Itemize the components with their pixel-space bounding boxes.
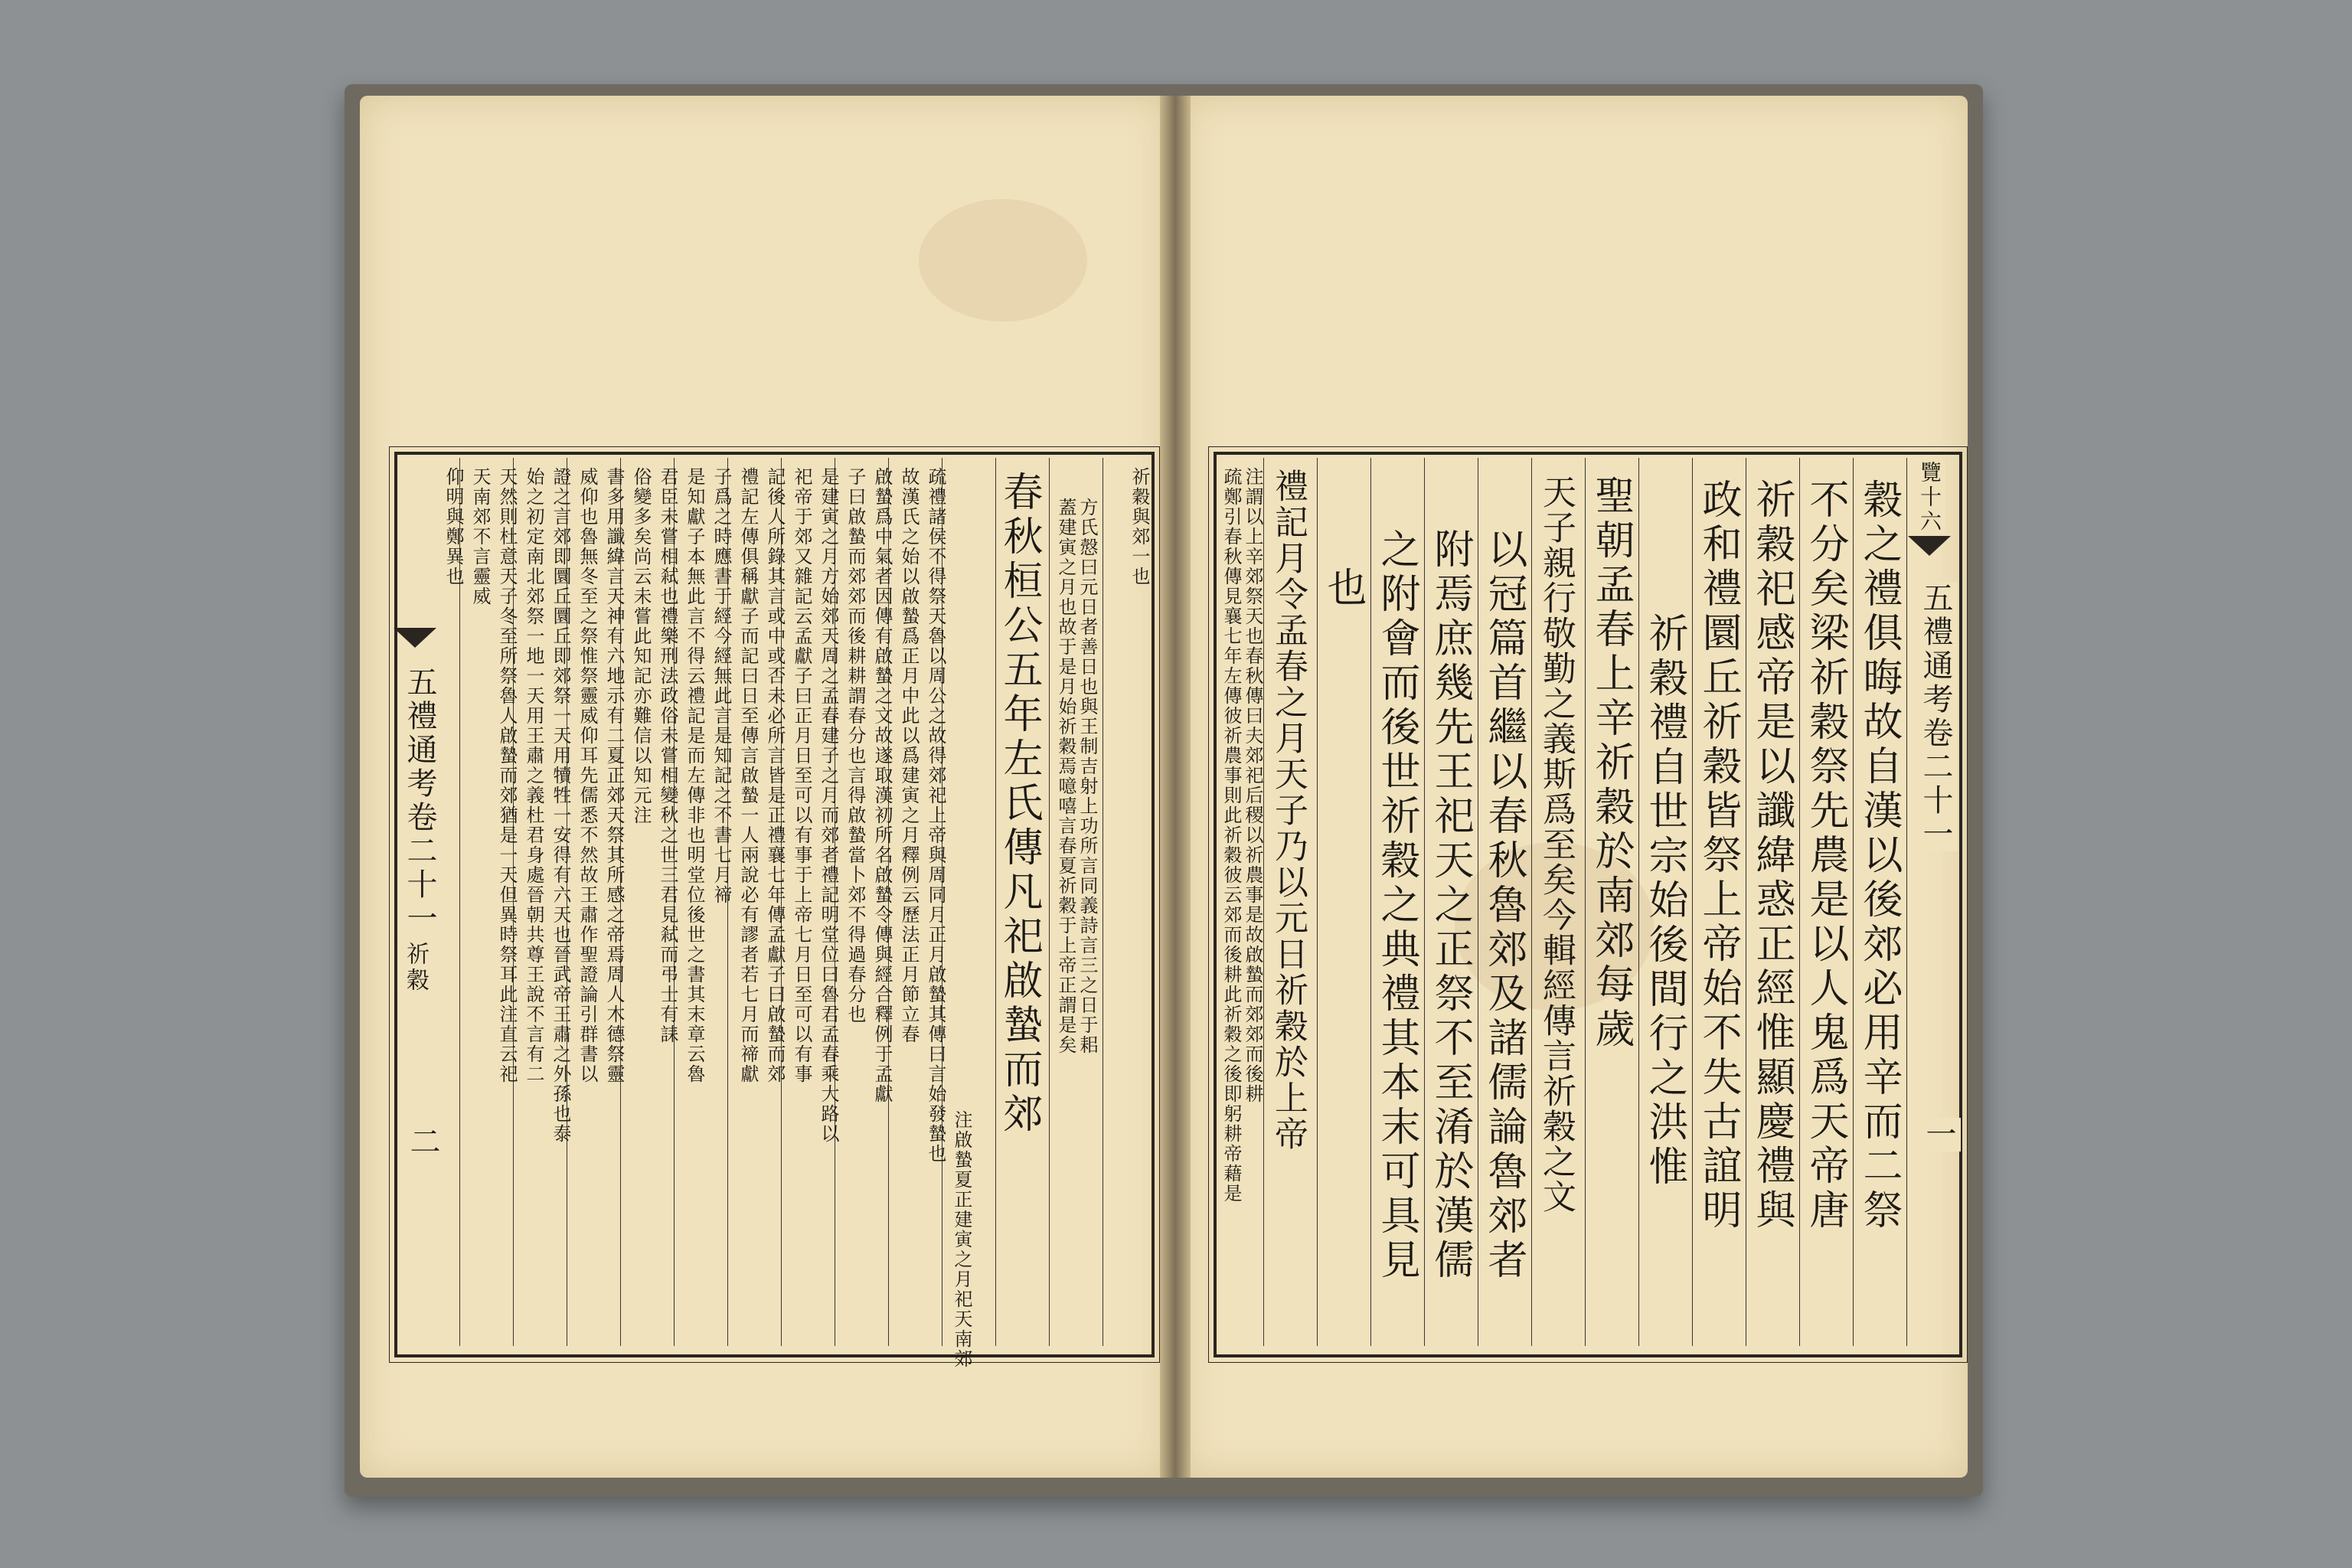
- column-rule: [1317, 458, 1318, 1346]
- column-rule: [1424, 458, 1425, 1346]
- text-column: 附焉庶幾先王祀天之正祭不至淆於漢儒: [1427, 528, 1473, 1283]
- fish-tail-mark: [1908, 536, 1951, 556]
- column-rule: [1531, 458, 1532, 1346]
- text-column: 政和禮圜丘祈穀皆祭上帝始不失古誼明: [1695, 479, 1741, 1233]
- paper-stain: [919, 199, 1087, 322]
- commentary-column: 子爲之時應書于經今經無此言是知記之不書七月禘: [710, 467, 732, 905]
- text-column: 禮記月令孟春之月天子乃以元日祈穀於上帝: [1269, 469, 1308, 1152]
- banxin-upper: 覽十六: [1914, 461, 1945, 534]
- commentary-column: 方氏慤曰元日者善日也與王制吉射上功所言同義詩言三之日于耜: [1076, 498, 1098, 1055]
- banxin-title: 五禮通考卷二十一: [398, 666, 442, 936]
- column-rule: [1102, 458, 1103, 1346]
- commentary-column: 是知獻子本無此言不得云禮記是而左傳非也明堂位後世之書其末章云魯: [684, 467, 705, 1084]
- text-column: 天子親行敬勤之義斯爲至矣今輯經傳言祈穀之文: [1537, 475, 1576, 1214]
- commentary-column: 仰明與鄭異也: [443, 467, 464, 586]
- commentary-column: 子曰啟蟄而郊郊而後耕耕謂春分也言得啟蟄當卜郊不得過春分也: [844, 467, 866, 1024]
- commentary-column: 疏鄭引春秋傳見襄七年左傳彼祈農事則此祈穀彼云郊而後耕此祈穀之後即躬耕帝藉是: [1220, 467, 1242, 1204]
- commentary-column: 始之初定南北郊祭一地一天用王肅之義杜君身處晉朝共尊王說不言有二: [523, 467, 544, 1084]
- column-rule: [1799, 458, 1800, 1346]
- commentary-column: 天南郊不言靈威: [469, 467, 491, 606]
- commentary-column: 注謂以上辛郊祭天也春秋傳曰夫郊祀后稷以祈農事是故啟蟄而郊郊而後耕: [1242, 467, 1263, 1104]
- column-rule: [1049, 458, 1050, 1346]
- column-rule: [1853, 458, 1854, 1346]
- commentary-column: 疏禮諸侯不得祭天魯以周公之故得郊祀上帝與周同月正月啟蟄其傳曰言始發蟄也: [925, 467, 946, 1164]
- column-rule: [1692, 458, 1693, 1346]
- column-rule: [1906, 458, 1907, 1346]
- text-column: 之附會而後世祈穀之典禮其本末可具見: [1374, 528, 1419, 1283]
- folio-number: 二: [401, 1125, 445, 1159]
- fish-tail-mark: [394, 628, 436, 648]
- commentary-column: 書多用讖緯言天神有六地示有二夏正郊天祭其所感之帝焉周人木德祭靈: [603, 467, 625, 1084]
- commentary-column: 故漢氏之始以啟蟄爲正月中此以爲建寅之月釋例云歷法正月節立春: [898, 467, 920, 1044]
- commentary-column: 禮記左傳俱稱獻子而記曰日至傳言啟蟄一人兩說必有謬者若七月而禘獻: [737, 467, 759, 1084]
- column-rule: [1263, 458, 1264, 1346]
- column-rule: [1585, 458, 1586, 1346]
- text-column: 也: [1320, 567, 1366, 611]
- commentary-column: 是建寅之月方始郊天周之孟春建子之月而郊者禮記明堂位曰魯君孟春乘大路以: [818, 467, 839, 1144]
- folio-number: 一: [1917, 1118, 1961, 1152]
- commentary-column: 俗變多矣尚云未嘗此知記亦難信以知元注: [630, 467, 652, 825]
- commentary-column: 注啟蟄夏正建寅之月祀天南郊: [951, 1110, 972, 1369]
- text-column: 不分矣梁祈穀祭先農是以人鬼爲天帝唐: [1802, 479, 1848, 1233]
- commentary-column: 天然則杜意天子冬至所祭魯人啟蟄而郊猶是一天但異時祭耳此注直云祀: [496, 467, 518, 1084]
- commentary-column: 證之言郊即圜丘圜丘即郊祭一天用犢牲一安得有六天也晉武帝王肅之外孫也泰: [550, 467, 571, 1144]
- text-column: 祈穀與郊一也: [1129, 467, 1150, 586]
- commentary-column: 君臣未嘗相弒也禮樂刑法政俗未嘗相變秋之世三君見弒而弔士有誄: [657, 467, 678, 1044]
- text-column: 祈穀禮自世宗始後間行之洪惟: [1642, 612, 1687, 1190]
- text-column: 聖朝孟春上辛祈穀於南郊每歲: [1588, 475, 1634, 1052]
- banxin-section: 祈穀: [398, 942, 432, 994]
- column-rule: [459, 458, 460, 1346]
- book-gutter: [1160, 96, 1191, 1478]
- text-column: 穀之禮俱晦故自漢以後郊必用辛而二祭: [1856, 479, 1902, 1233]
- text-column: 春秋桓公五年左氏傳凡祀啟蟄而郊: [996, 471, 1042, 1137]
- commentary-column: 蓋建寅之月也故于是月始祈穀焉噫嘻言春夏祈穀于上帝正謂是矣: [1055, 498, 1076, 1055]
- banxin-title: 五禮通考卷二十一: [1914, 582, 1958, 851]
- column-rule: [1638, 458, 1639, 1346]
- commentary-column: 記後人所錄其言或中或否未必所言皆是正禮襄七年傳孟獻子曰啟蟄而郊: [764, 467, 786, 1084]
- text-column: 以冠篇首繼以春秋魯郊及諸儒論魯郊者: [1481, 528, 1527, 1283]
- commentary-column: 祀帝于郊又雜記云孟獻子曰正月日至可以有事于上帝七月日至可以有事: [791, 467, 812, 1084]
- commentary-column: 威仰也魯無冬至之祭惟祭靈威仰耳先儒悉不然故王肅作聖證論引群書以: [577, 467, 598, 1084]
- text-column: 祈穀祀感帝是以讖緯惑正經惟顯慶禮與: [1749, 479, 1795, 1233]
- commentary-column: 啟蟄爲中氣者因傳有啟蟄之文故遂取漢初所名啟蟄令傳與經合釋例于孟獻: [871, 467, 893, 1104]
- column-rule: [1370, 458, 1371, 1346]
